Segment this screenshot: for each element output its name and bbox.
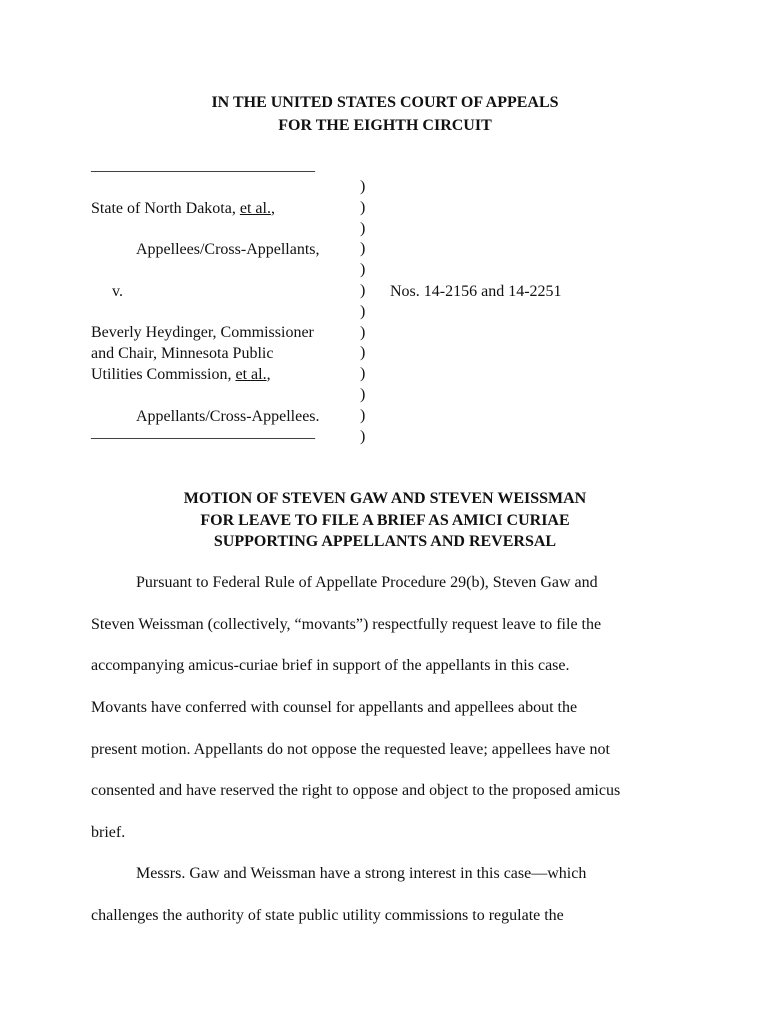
paren: ) — [360, 385, 366, 403]
body-line: consented and have reserved the right to oppose and object to the proposed amicus — [91, 782, 621, 799]
paren: ) — [360, 198, 366, 216]
paren: ) — [360, 365, 366, 383]
party-2-role: Appellants/Cross-Appellees. — [136, 408, 320, 425]
paren: ) — [360, 406, 366, 424]
court-heading-line-2: FOR THE EIGHTH CIRCUIT — [278, 117, 492, 134]
party-1-tail: , — [270, 200, 275, 217]
paren: ) — [360, 219, 366, 237]
body-line: Movants have conferred with counsel for appellants and appellees about the — [91, 699, 578, 716]
party-1-etal: et al. — [239, 200, 271, 217]
paren: ) — [360, 178, 366, 195]
body-line: present motion. Appellants do not oppose the requested leave; appellees have not — [91, 741, 610, 758]
party-2-text: Utilities Commission, — [91, 366, 236, 383]
party-2-line-1: Beverly Heydinger, Commissioner — [91, 324, 314, 341]
caption-top-rule: ____________________________ — [91, 157, 315, 174]
body-line: Steven Weissman (collectively, “movants”) respectfully request leave to file the — [91, 616, 602, 633]
body-line: Pursuant to Federal Rule of Appellate Procedure 29(b), Steven Gaw and — [136, 574, 598, 591]
party-2-etal: et al. — [235, 366, 267, 383]
party-1-name — [91, 200, 275, 218]
body-line: Messrs. Gaw and Weissman have a strong interest in this case—which — [136, 865, 587, 882]
party-2-line-3 — [91, 366, 271, 384]
caption-paren-column — [360, 177, 372, 447]
paren: ) — [360, 302, 366, 320]
motion-title-line-1: MOTION OF STEVEN GAW AND STEVEN WEISSMAN — [183, 490, 587, 507]
paren: ) — [360, 261, 366, 279]
caption-bottom-rule: ____________________________ — [91, 424, 315, 441]
party-2-tail: , — [266, 366, 271, 383]
body-line: brief. — [91, 824, 126, 841]
party-2-line-2: and Chair, Minnesota Public — [91, 345, 274, 362]
case-numbers: Nos. 14-2156 and 14-2251 — [390, 283, 562, 300]
motion-title-line-3: SUPPORTING APPELLANTS AND REVERSAL — [213, 533, 557, 550]
paren: ) — [360, 323, 366, 341]
paren: ) — [360, 427, 366, 445]
court-heading-line-1: IN THE UNITED STATES COURT OF APPEALS — [211, 94, 559, 111]
body-line: accompanying amicus-curiae brief in support of the appellants in this case. — [91, 657, 570, 674]
paren: ) — [360, 281, 366, 299]
paren: ) — [360, 344, 366, 362]
paren: ) — [360, 240, 366, 258]
party-1-role: Appellees/Cross-Appellants, — [136, 241, 320, 258]
body-line: challenges the authority of state public utility commissions to regulate the — [91, 907, 564, 924]
versus: v. — [112, 283, 123, 300]
party-1-text: State of North Dakota, — [91, 200, 240, 217]
motion-title-line-2: FOR LEAVE TO FILE A BRIEF AS AMICI CURIAE — [200, 512, 570, 529]
